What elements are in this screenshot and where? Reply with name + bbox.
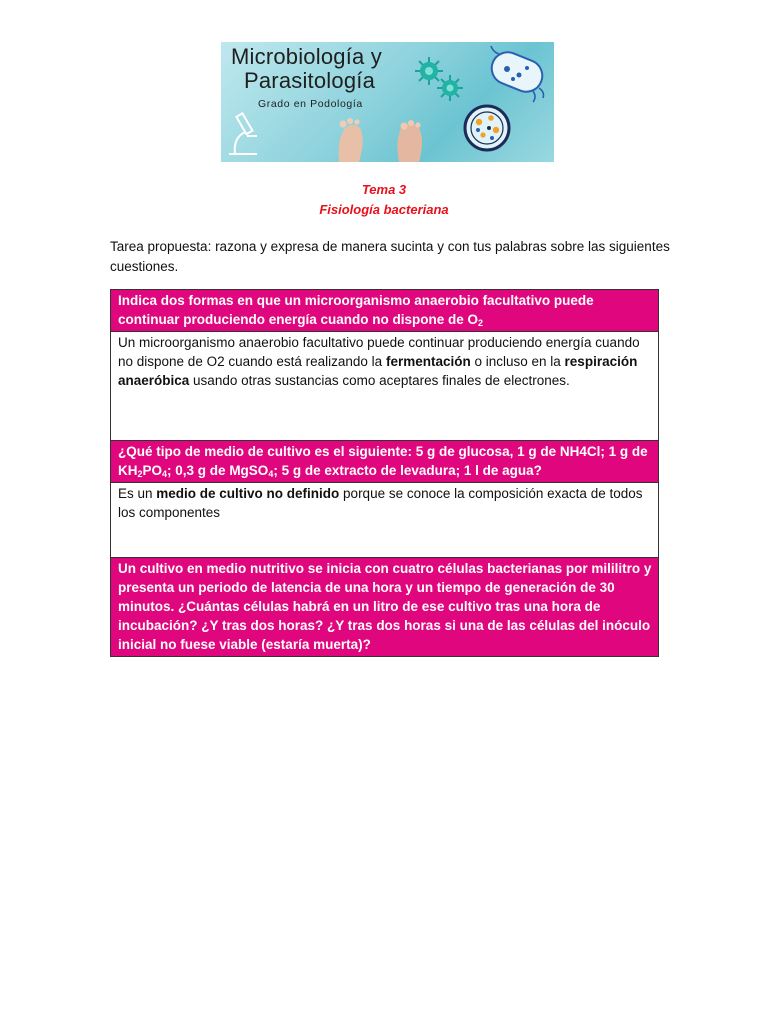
question-2 xyxy=(111,441,659,483)
microscope-icon xyxy=(229,113,257,154)
question-1 xyxy=(111,290,659,332)
question-row xyxy=(111,290,659,332)
feet-illustration xyxy=(339,118,422,162)
question-3-text: Un cultivo en medio nutritivo se inicia con cuatro células bacterianas por mililitro y presenta un periodo de latencia de una hora y un tiempo de generación de 30 minutos. ¿Cuántas células habrá en un litro de ese cultivo tras una hora de incubación? ¿Y tras dos horas? ¿Y tras dos horas si una de las células del inóculo inicial no fuese viable (estaría muerta)? xyxy=(118,561,652,652)
question-1-subscript: 2 xyxy=(478,318,484,328)
answer-1-text: usando otras sustancias como aceptares finales de electrones. xyxy=(189,373,570,388)
bacterium-icon xyxy=(487,46,547,102)
course-banner xyxy=(221,42,554,162)
answer-1-text: Un microorganismo anaerobio facultativo puede continuar produciendo energía cuando no dispone de O2 cuando está realizando la xyxy=(118,335,640,369)
questions-table xyxy=(110,289,659,657)
virus-icon xyxy=(437,75,463,101)
answer-1-text: o incluso en la xyxy=(470,354,565,369)
petri-dish-icon xyxy=(465,106,509,150)
question-3 xyxy=(111,558,659,657)
question-2-text: PO xyxy=(142,463,163,478)
answer-1-bold-term: fermentación xyxy=(385,354,471,369)
question-1-text: Indica dos formas en que un microorganismo anaerobio facultativo puede continuar produciendo energía cuando no dispone de O xyxy=(118,293,594,327)
question-2-subscript: 4 xyxy=(268,469,274,479)
question-2-text: ; 5 g de extracto de levadura; 1 l de agua? xyxy=(273,463,542,478)
virus-icon xyxy=(415,57,443,85)
question-row xyxy=(111,441,659,483)
topic-title: Fisiología bacteriana xyxy=(319,202,449,217)
answer-row xyxy=(111,332,659,441)
answer-1-bold-term: respiración anaeróbica xyxy=(118,354,638,388)
answer-2-text: porque se conoce la composición exacta de todos los componentes xyxy=(118,486,643,520)
answer-2-bold-term: medio de cultivo no definido xyxy=(156,486,340,501)
banner-title-line1: Microbiología y xyxy=(231,44,382,69)
question-2-text: ; 0,3 g de MgSO xyxy=(167,463,269,478)
task-instructions: Tarea propuesta: razona y expresa de manera sucinta y con tus palabras sobre las siguientes cuestiones. xyxy=(110,239,670,274)
answer-1 xyxy=(111,332,659,441)
banner-title-line2: Parasitología xyxy=(244,68,376,93)
topic-number: Tema 3 xyxy=(361,182,407,197)
question-2-text: ¿Qué tipo de medio de cultivo es el siguiente: 5 g de glucosa, 1 g de NH4Cl; 1 g de KH xyxy=(118,444,648,478)
answer-row xyxy=(111,483,659,558)
answer-2-text: Es un xyxy=(118,486,157,501)
banner-subtitle: Grado en Podología xyxy=(258,98,363,110)
answer-2 xyxy=(111,483,659,558)
question-2-subscript: 2 xyxy=(137,469,143,479)
question-row xyxy=(111,558,659,657)
question-2-subscript: 4 xyxy=(162,469,168,479)
